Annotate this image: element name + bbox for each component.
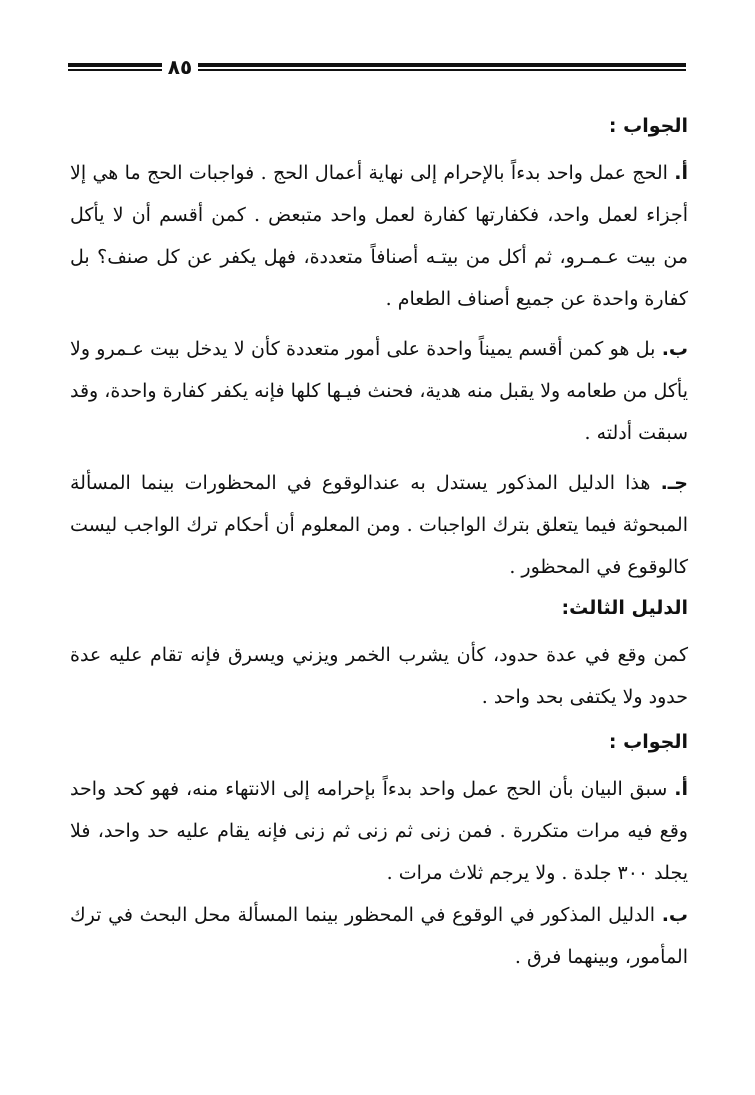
- paragraph-text: هذا الدليل المذكور يستدل به عندالوقوع في المحظورات بينما المسألة المبحوثة فيما يتعلق بترك الواجبات . ومن المعلوم أن أحكام ترك الواجب ليست كالوقوع في المحظور .: [70, 472, 688, 578]
- answer-heading-1: الجواب :: [608, 115, 688, 137]
- paragraph-marker: أ.: [674, 162, 688, 184]
- paragraph-ba-1: [70, 328, 688, 454]
- header-rule-left: [68, 63, 162, 71]
- page-number: ٨٥: [167, 55, 193, 79]
- paragraph-text: الحج عمل واحد بدءاً بالإحرام إلى نهاية أعمال الحج . فواجبات الحج ما هي إلا أجزاء لعمل واحد، فكفارتها كفارة لعمل واحد متبعض . كمن أقسم أن لا يأكل من بيت عـمـرو، ثم أكل من بيتـه أصنافاً متعددة، فهل يكفر عن كل صنف؟ بل كفارة واحدة عن جميع أصناف الطعام .: [70, 162, 688, 310]
- third-evidence-heading: الدليل الثالث:: [561, 597, 688, 619]
- paragraph-text: كمن وقع في عدة حدود، كأن يشرب الخمر ويزني ويسرق فإنه تقام عليه عدة حدود ولا يكتفى بحد واحد .: [70, 644, 688, 708]
- paragraph-text: بل هو كمن أقسم يميناً واحدة على أمور متعددة كأن لا يدخل بيت عـمرو ولا يأكل من طعامه ولا يقبل منه هدية، فحنث فيـها كلها فإنه يكفر كفارة واحدة، وقد سبقت أدلته .: [70, 338, 688, 444]
- paragraph-text: سبق البيان بأن الحج عمل واحد بدءاً بإحرامه إلى الانتهاء منه، فهو كحد واحد وقع فيه مرات متكررة . فمن زنى ثم زنى ثم زنى فإنه يقام عليه حد واحد، فلا يجلد ٣٠٠ جلدة . ولا يرجم ثلاث مرات .: [70, 778, 688, 884]
- paragraph-third-evidence: [70, 634, 688, 718]
- paragraph-marker: جـ.: [660, 472, 688, 494]
- paragraph-text: الدليل المذكور في الوقوع في المحظور بينما المسألة محل البحث في ترك المأمور، وبينهما فرق .: [70, 904, 688, 968]
- paragraph-marker: ب.: [661, 904, 688, 926]
- page-header: [68, 52, 686, 82]
- paragraph-marker: أ.: [674, 778, 688, 800]
- answer-heading-2: الجواب :: [608, 731, 688, 753]
- paragraph-alif-2: [70, 768, 688, 894]
- paragraph-ba-2: [70, 894, 688, 978]
- page-body: [70, 110, 688, 986]
- paragraph-marker: ب.: [661, 338, 688, 360]
- paragraph-alif-1: [70, 152, 688, 320]
- header-rule-right: [198, 63, 686, 71]
- paragraph-jim-1: [70, 462, 688, 588]
